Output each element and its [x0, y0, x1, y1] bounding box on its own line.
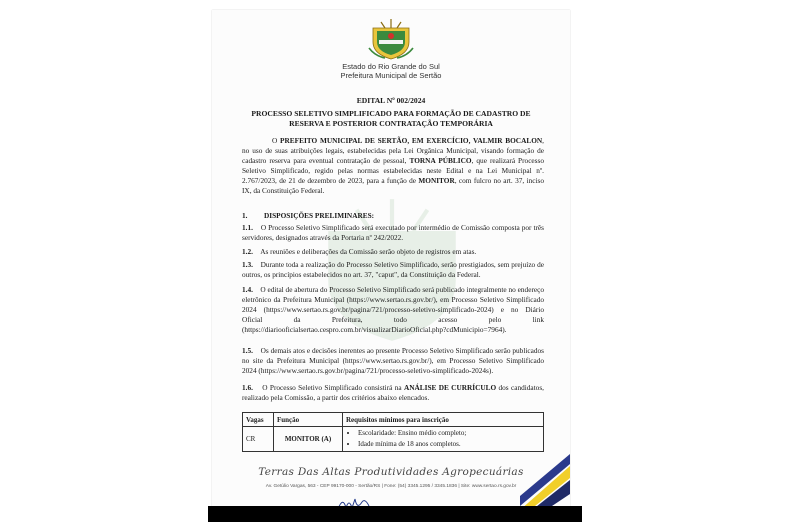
section-title: DISPOSIÇÕES PRELIMINARES: — [264, 211, 375, 220]
mayor-name: PREFEITO MUNICIPAL DE SERTÃO, EM EXERCÍCIO, VALMIR BOCALON — [280, 136, 543, 145]
edital-title-line2: RESERVA E POSTERIOR CONTRATAÇÃO TEMPORÁRIA — [289, 119, 493, 128]
item-1-3: 1.3. Durante toda a realização do Processo Seletivo Simplificado, serão prestigiados, sem prejuízo de outros, os princípios estabelecidos no art. 37, "caput", da Constituição da Federal. — [242, 260, 545, 279]
prefeitura-name: Prefeitura Municipal de Sertão — [340, 71, 442, 80]
section-number: 1. — [242, 211, 248, 220]
table-cell-vagas: CR — [243, 427, 274, 452]
requirements-table — [242, 412, 544, 452]
funcao-name: MONITOR — [418, 176, 455, 185]
requisito-idade: • Idade mínima de 18 anos completos. — [358, 439, 540, 450]
item-1-1: 1.1. O Processo Seletivo Simplificado será executado por intermédio de Comissão composta por três servidores, designados através da Portaria nº 242/2022. — [242, 223, 544, 242]
municipal-crest-icon — [367, 18, 415, 60]
bottom-black-bar — [208, 506, 582, 522]
item-1-6: 1.6. O Processo Seletivo Simplificado consistirá na ANÁLISE DE CURRÍCULO dos candidatos, realizado pela Comissão, a partir dos critérios abaixo elencados. — [242, 383, 544, 402]
edital-number: EDITAL Nº 002/2024 — [356, 96, 426, 105]
torna-publico: TORNA PÚBLICO — [409, 156, 472, 165]
table-row — [243, 427, 544, 452]
document-page — [212, 10, 570, 518]
edital-title-line1: PROCESSO SELETIVO SIMPLIFICADO PARA FORMAÇÃO DE CADASTRO DE — [251, 109, 531, 118]
requisito-escolaridade: • Escolaridade: Ensino médio completo; — [358, 428, 540, 439]
table-header-requisitos: Requisitos mínimos para inscrição — [343, 413, 544, 427]
item-1-4: 1.4. O edital de abertura do Processo Seletivo Simplificado será publicado integralmente no endereço eletrônico da Prefeitura Municipal (https://www.sertao.rs.gov.br/), em Processo Seletivo Simplificado 2024 (https://www.sertao.rs.gov.br/pagina/721/processo-seletivo-simplificado-2024) e no Diário Oficial da Prefeitura, todo acesso pelo link (https://diariooficialsertao.cespro.com.br/visualizarDiarioOficial.php?cdMunicipio=7964). — [242, 285, 544, 334]
table-header-funcao: Função — [274, 413, 343, 427]
table-header-vagas: Vagas — [243, 413, 274, 427]
intro-paragraph: O PREFEITO MUNICIPAL DE SERTÃO, EM EXERCÍCIO, VALMIR BOCALON, no uso de suas atribuições legais, estabelecidas pela Lei Orgânica Municipal, visando formação de cadastro reserva para eventual contratação de pessoal, TORNA PÚBLICO, que realizará Processo Seletivo Simplificado, regido pelas normas estabelecidas neste Edital e na Lei Municipal nº. 2.767/2023, de 21 de dezembro de 2023, para a função de MONITOR, com fulcro no art. 37, inciso IX, da Constituição Federal. — [242, 136, 545, 195]
table-cell-funcao: MONITOR (A) — [274, 427, 343, 452]
item-1-2: 1.2. As reuniões e deliberações da Comissão serão objeto de registros em atas. — [242, 247, 477, 256]
table-cell-requisitos — [343, 427, 544, 452]
state-name: Estado do Rio Grande do Sul — [342, 62, 440, 71]
municipal-motto: Terras Das Altas Produtividades Agropecuárias — [258, 466, 524, 478]
table-header-row — [243, 413, 544, 427]
footer-address: Av. Getúlio Vargas, 563 - CEP 99170-000 - Sertão/RS | Fone: (54) 3345.1295 / 3345.1836 | Site: www.sertao.rs.gov.br — [265, 484, 517, 489]
item-1-5: 1.5. Os demais atos e decisões inerentes ao presente Processo Seletivo Simplificado serão publicados no site da Prefeitura Municipal (https://www.sertao.rs.gov.br/), em Processo Seletivo Simplificado 2024 (https://www.sertao.rs.gov.br/pagina/721/processo-seletivo-simplificado-2024s). — [242, 346, 545, 375]
